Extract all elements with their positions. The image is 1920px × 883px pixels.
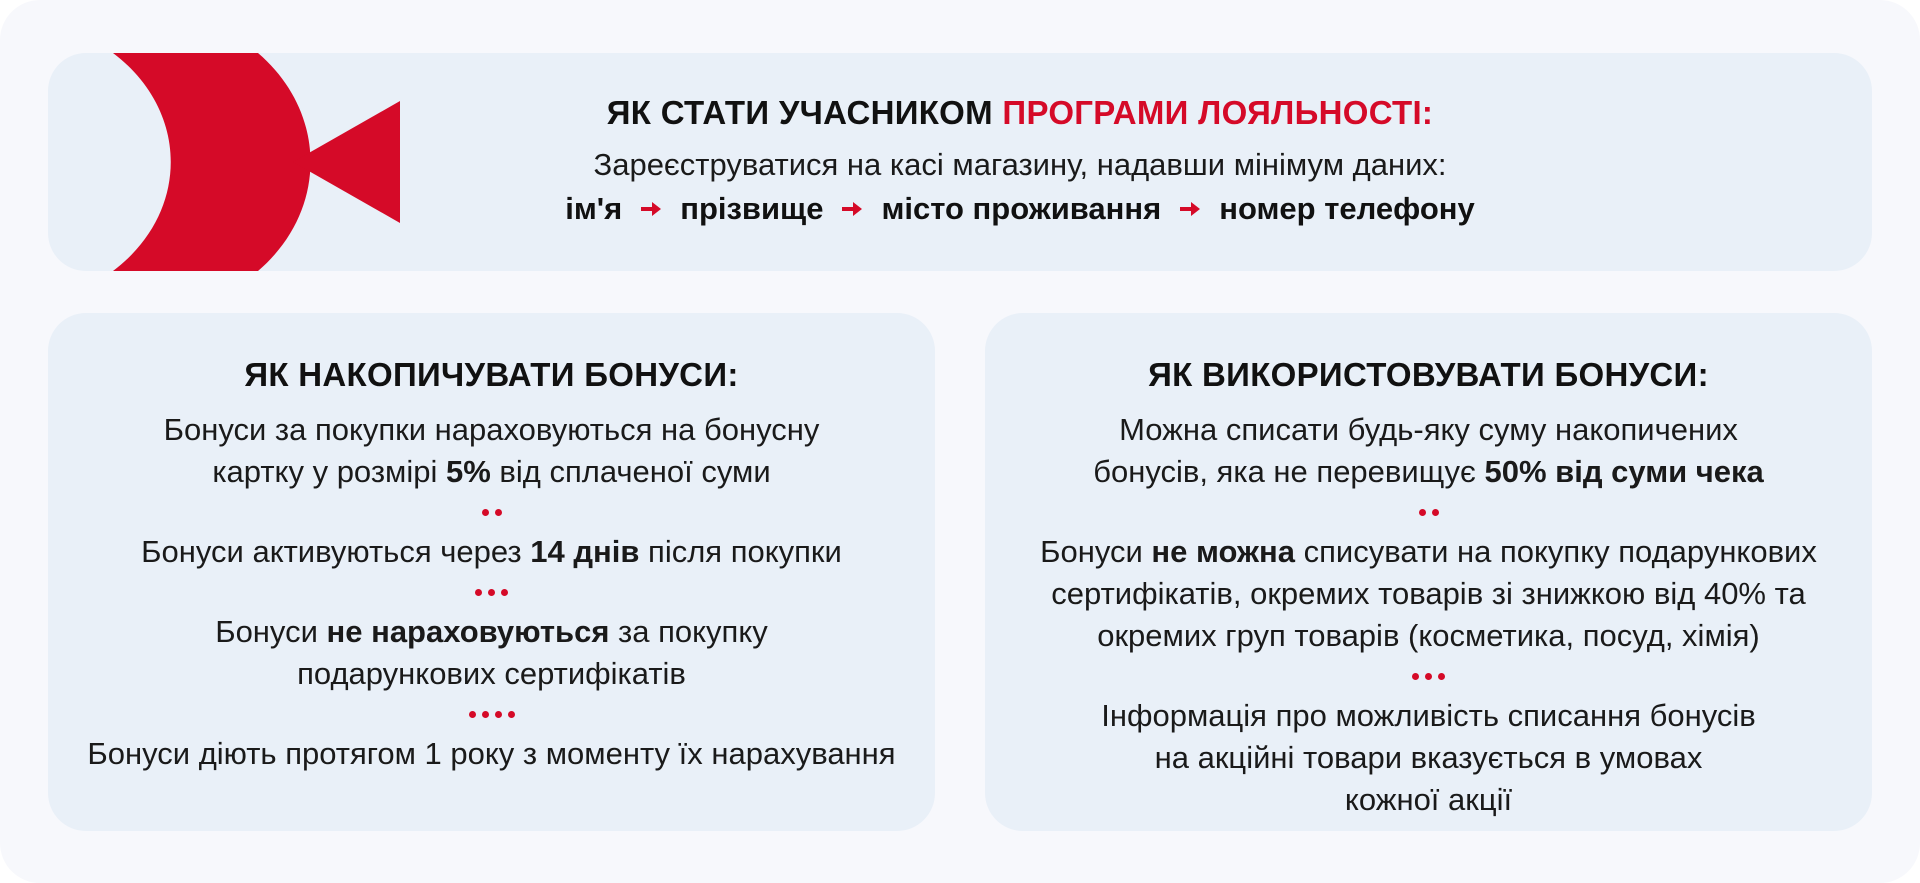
item-line: окремих груп товарів (косметика, посуд, хімія): [1097, 618, 1760, 653]
item-text: Бонуси: [1040, 534, 1152, 569]
redeem-title: ЯК ВИКОРИСТОВУВАТИ БОНУСИ:: [1148, 356, 1709, 393]
item-line: подарункових сертифікатів: [297, 656, 686, 691]
redeem-content: [1005, 355, 1852, 821]
separator-dot: [488, 589, 495, 596]
separator-dots: [68, 695, 915, 733]
item-bold: 14 днів: [530, 534, 640, 569]
accumulate-item-rate: [68, 409, 915, 493]
registration-panel: [48, 53, 1872, 271]
accumulate-title: ЯК НАКОПИЧУВАТИ БОНУСИ:: [244, 356, 739, 393]
separator-dots: [68, 493, 915, 531]
separator-dot: [501, 589, 508, 596]
item-line: на акційні товари вказується в умовах: [1154, 740, 1703, 775]
item-text: від сплаченої суми: [490, 454, 771, 489]
redeem-item-limit: [1005, 409, 1852, 493]
separator-dot: [495, 509, 502, 516]
separator-dot: [495, 711, 502, 718]
item-bold: не можна: [1151, 534, 1295, 569]
separator-dot: [1432, 509, 1439, 516]
separator-dot: [482, 509, 489, 516]
step-phone: номер телефону: [1219, 191, 1475, 226]
item-line: [68, 451, 915, 493]
registration-title-accent: ПРОГРАМИ ЛОЯЛЬНОСТІ:: [1002, 94, 1434, 131]
item-text: після покупки: [639, 534, 842, 569]
accumulate-content: [68, 355, 915, 775]
item-line: сертифікатів, окремих товарів зі знижкою від 40% та: [1051, 576, 1806, 611]
step-last-name: прізвище: [680, 191, 824, 226]
separator-dots: [1005, 657, 1852, 695]
accumulate-item-certificates: [68, 611, 915, 695]
separator-dot: [1419, 509, 1426, 516]
item-bold: 50% від суми чека: [1484, 454, 1764, 489]
redeem-panel: [985, 313, 1872, 831]
separator-dot: [1412, 673, 1419, 680]
redeem-item-restrictions: [1005, 531, 1852, 657]
arrow-right-icon: [841, 201, 863, 217]
separator-dot: [469, 711, 476, 718]
item-line: [1005, 531, 1852, 573]
separator-dot: [482, 711, 489, 718]
item-line: [68, 611, 915, 653]
item-text: Бонуси: [215, 614, 327, 649]
registration-content: [468, 93, 1572, 229]
separator-dots: [68, 573, 915, 611]
arrow-right-icon: [640, 201, 662, 217]
item-text: за покупку: [609, 614, 768, 649]
step-first-name: ім'я: [565, 191, 623, 226]
logo-arc-shape: [113, 53, 311, 271]
redeem-item-promotions: [1005, 695, 1852, 821]
registration-title-plain: ЯК СТАТИ УЧАСНИКОМ: [606, 94, 993, 131]
separator-dot: [1438, 673, 1445, 680]
item-bold: 5%: [445, 454, 491, 489]
item-line: кожної акції: [1344, 782, 1513, 817]
separator-dot: [475, 589, 482, 596]
separator-dot: [1425, 673, 1432, 680]
item-text: бонусів, яка не перевищує: [1093, 454, 1485, 489]
item-text: картку у розмірі: [212, 454, 446, 489]
item-line: [1005, 451, 1852, 493]
brand-logo-icon: [48, 53, 408, 271]
item-bold: не нараховуються: [326, 614, 610, 649]
accumulate-item-validity: Бонуси діють протягом 1 року з моменту їх нарахування: [87, 736, 896, 771]
registration-title: [468, 93, 1572, 133]
logo-triangle-shape: [293, 101, 400, 223]
item-line: Можна списати будь-яку суму накопичених: [1119, 412, 1738, 447]
accumulate-item-activation: [68, 531, 915, 573]
item-text: списувати на покупку подарункових: [1295, 534, 1817, 569]
separator-dot: [508, 711, 515, 718]
accumulate-panel: [48, 313, 935, 831]
registration-subtitle: Зареєструватися на касі магазину, надавши мінімум даних:: [593, 147, 1447, 182]
step-city: місто проживання: [881, 191, 1162, 226]
arrow-right-icon: [1179, 201, 1201, 217]
item-line: Бонуси за покупки нараховуються на бонусну: [163, 412, 820, 447]
item-line: Інформація про можливість списання бонусів: [1101, 698, 1756, 733]
registration-steps: [468, 189, 1572, 229]
item-text: Бонуси активуються через: [141, 534, 531, 569]
separator-dots: [1005, 493, 1852, 531]
